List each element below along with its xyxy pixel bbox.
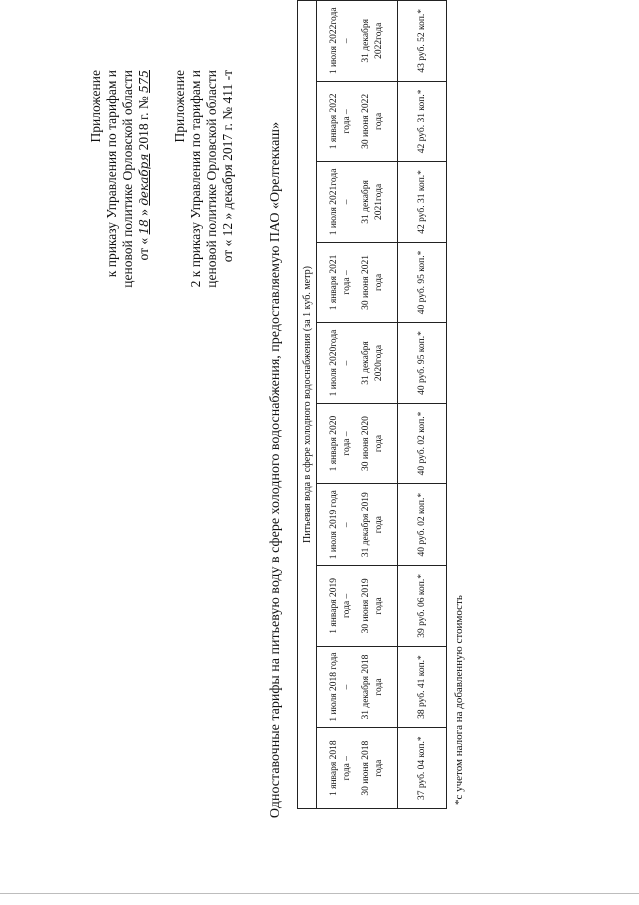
period-to: 30 июня 2022 года	[361, 93, 384, 149]
tariff-value-cell: 42 руб. 31 коп.*	[398, 162, 447, 242]
period-from: 1 января 2022 года –	[329, 93, 352, 150]
tariff-value-cell: 40 руб. 95 коп.*	[398, 323, 447, 403]
table-caption-row	[298, 1, 317, 809]
date-prefix: от «	[136, 237, 151, 261]
tariff-value-cell: 43 руб. 52 коп.*	[398, 1, 447, 82]
period-cell	[317, 484, 398, 566]
period-cell	[317, 162, 398, 242]
appendix-current-line2: ценовой политике Орловской области	[120, 70, 135, 288]
period-cell	[317, 403, 398, 484]
year-number-label: 2018 г. №	[136, 96, 151, 151]
period-cell	[317, 81, 398, 162]
date-mid: »	[136, 209, 151, 216]
period-cell	[317, 323, 398, 403]
period-cell	[317, 566, 398, 647]
period-to: 30 июня 2019 года	[361, 578, 384, 634]
period-to: 31 декабря 2020года	[361, 341, 384, 385]
tariff-value-cell: 38 руб. 41 коп.*	[398, 646, 447, 728]
period-from: 1 июля 2021года –	[329, 168, 352, 236]
appendix-original-title: Приложение	[172, 70, 187, 143]
document-title: Одноставочные тарифы на питьевую воду в сфере холодного водоснабжения, предоставляемую ПАО «Орелтеккаш»	[268, 121, 283, 819]
period-to: 31 декабря 2019 года	[361, 492, 384, 558]
tariff-value-cell: 40 руб. 95 коп.*	[398, 242, 447, 323]
appendix-original-line2: ценовой политике Орловской области	[204, 70, 219, 288]
period-from: 1 июля 2022года –	[329, 7, 352, 75]
handwritten-order-number: 575	[137, 70, 151, 93]
period-row	[317, 1, 398, 809]
tariff-value-cell: 39 руб. 06 коп.*	[398, 566, 447, 647]
appendix-original-block	[172, 70, 236, 288]
appendix-current-block	[88, 70, 152, 288]
period-to: 30 июня 2021 года	[361, 255, 384, 310]
handwritten-month: декабря	[137, 153, 151, 206]
tariff-value-cell: 40 руб. 02 коп.*	[398, 484, 447, 566]
period-from: 1 января 2018 года –	[329, 740, 352, 797]
value-row	[398, 1, 447, 809]
appendix-original-line3: от « 12 » декабря 2017 г. № 411 -т	[220, 70, 235, 263]
period-to: 30 июня 2020 года	[361, 416, 384, 471]
appendix-current-title: Приложение	[88, 70, 103, 143]
tariff-value-cell: 42 руб. 31 коп.*	[398, 81, 447, 162]
period-from: 1 июля 2020года –	[329, 329, 352, 397]
table-caption: Питьевая вода в сфере холодного водоснабжения (за 1 куб. метр)	[298, 1, 317, 809]
handwritten-day: 18	[137, 219, 151, 235]
appendix-current-date-line	[136, 70, 152, 288]
period-to: 31 декабря 2022года	[361, 19, 384, 63]
appendix-original-line1: 2 к приказу Управления по тарифам и	[188, 70, 203, 288]
period-cell	[317, 1, 398, 82]
period-to: 31 декабря 2018 года	[361, 654, 384, 720]
tariff-value-cell: 40 руб. 02 коп.*	[398, 403, 447, 484]
tariff-value-cell: 37 руб. 04 коп.*	[398, 728, 447, 809]
vat-footnote: *с учетом налога на добавленную стоимость	[453, 595, 465, 805]
period-to: 31 декабря 2021года	[361, 180, 384, 224]
period-from: 1 января 2021 года –	[329, 254, 352, 311]
period-from: 1 января 2019 года –	[329, 578, 352, 634]
period-cell	[317, 728, 398, 809]
period-from: 1 июля 2019 года –	[329, 490, 352, 560]
appendix-current-line1: к приказу Управления по тарифам и	[104, 70, 119, 278]
period-from: 1 января 2020 года –	[329, 415, 352, 472]
period-cell	[317, 646, 398, 728]
tariff-table	[297, 0, 447, 809]
period-from: 1 июля 2018 года –	[329, 652, 352, 722]
period-to: 30 июня 2018 года	[361, 740, 384, 796]
period-cell	[317, 242, 398, 323]
